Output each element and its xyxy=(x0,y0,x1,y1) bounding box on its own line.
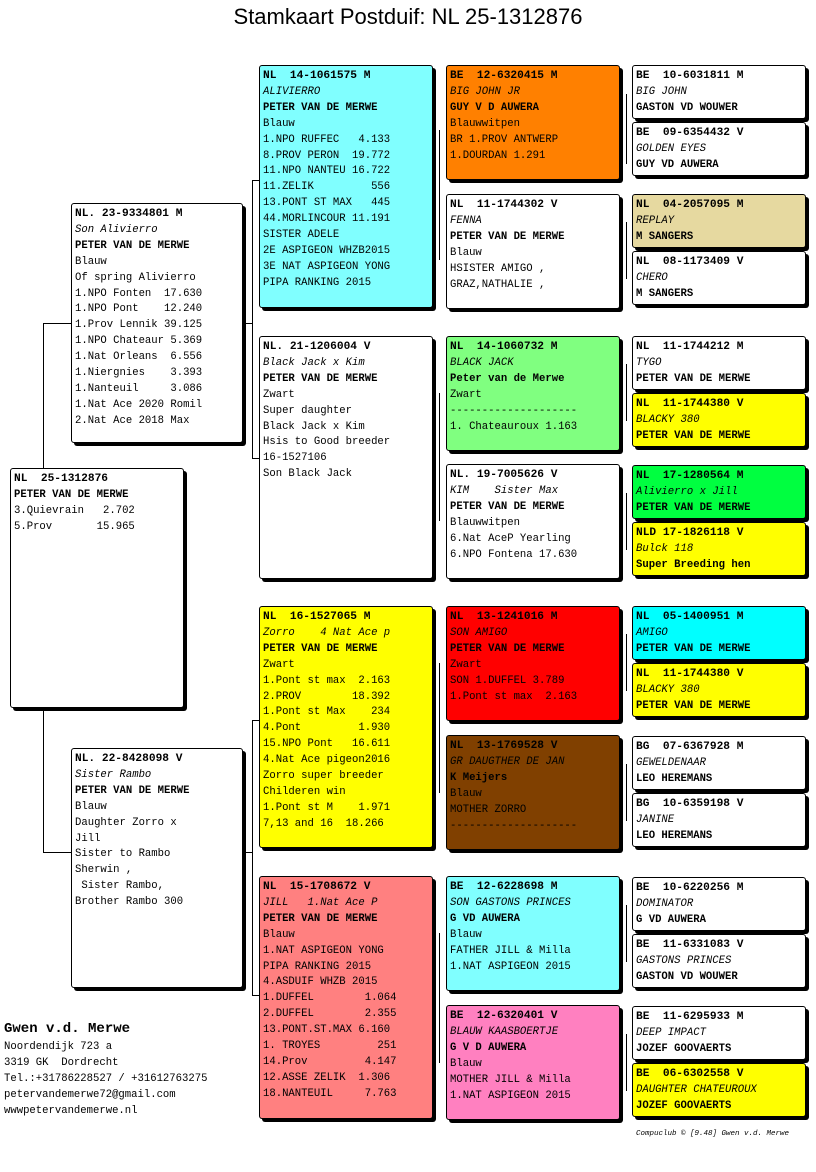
pedigree-line: 6.Nat AceP Yearling xyxy=(450,532,571,545)
ring-number: NL 16-1527065 M xyxy=(263,611,371,623)
connector-line xyxy=(626,905,627,962)
pedigree-box-ds xyxy=(259,606,433,848)
pigeon-name: GR DAUGTHER DE JAN xyxy=(450,755,565,768)
pedigree-line: 1.Niergnies 3.393 xyxy=(75,367,203,380)
pedigree-line: 1.Nat Orleans 6.556 xyxy=(75,351,203,364)
breeder-name: M SANGERS xyxy=(636,287,694,300)
pedigree-line: 18.NANTEUIL 7.763 xyxy=(263,1087,397,1100)
connector-line xyxy=(243,323,252,324)
pedigree-line: PIPA RANKING 2015 xyxy=(263,960,372,973)
breeder-name: PETER VAN DE MERWE xyxy=(450,230,565,243)
connector-line xyxy=(626,1034,627,1091)
pigeon-name: Black Jack x Kim xyxy=(263,356,365,369)
connector-line xyxy=(626,222,627,279)
pedigree-line: Zwart xyxy=(450,388,482,401)
pedigree-line: 1.NAT ASPIGEON 2015 xyxy=(450,1089,571,1102)
pigeon-name: FENNA xyxy=(450,214,482,227)
owner-name: Gwen v.d. Merwe xyxy=(4,1021,131,1037)
ring-number: BE 12-6320415 M xyxy=(450,70,558,82)
owner-email[interactable]: petervandemerwe72@gmail.com xyxy=(4,1088,176,1101)
pedigree-line: 1.Pont st max 2.163 xyxy=(450,690,578,703)
pedigree-line: PIPA RANKING 2015 xyxy=(263,276,372,289)
breeder-name: PETER VAN DE MERWE xyxy=(636,429,751,442)
pedigree-box-sdds xyxy=(632,465,806,519)
pigeon-name: TYGO xyxy=(636,356,662,369)
connector-line xyxy=(252,995,259,996)
pedigree-line: Zwart xyxy=(450,658,482,671)
pedigree-line: Brother Rambo 300 xyxy=(75,896,184,909)
connector-line xyxy=(626,364,627,421)
ring-number: NL 05-1400951 M xyxy=(636,611,744,623)
pedigree-line: 2.Nat Ace 2018 Max xyxy=(75,414,190,427)
pedigree-line: 1.Pont st M 1.971 xyxy=(263,801,391,814)
pedigree-box-dss xyxy=(446,606,620,721)
pigeon-name: DOMINATOR xyxy=(636,897,694,910)
pedigree-line: Childeren win xyxy=(263,785,346,798)
pedigree-line: 6.NPO Fontena 17.630 xyxy=(450,548,578,561)
pedigree-box-dddd xyxy=(632,1063,806,1117)
connector-line xyxy=(252,458,259,459)
breeder-name: PETER VAN DE MERWE xyxy=(263,642,378,655)
pedigree-line: 1.NPO Fonten 17.630 xyxy=(75,287,203,300)
pedigree-box-sddd xyxy=(632,522,806,576)
pedigree-box-dd xyxy=(259,876,433,1119)
ring-number: BE 10-6220256 M xyxy=(636,882,744,894)
breeder-name: PETER VAN DE MERWE xyxy=(263,372,378,385)
pedigree-box-ddsd xyxy=(632,934,806,988)
pedigree-box-dsss xyxy=(632,606,806,660)
ring-number: NL 14-1061575 M xyxy=(263,70,371,82)
pedigree-box-sd xyxy=(259,336,433,579)
breeder-name: G V D AUWERA xyxy=(450,1041,527,1054)
pedigree-line: 1.NPO RUFFEC 4.133 xyxy=(263,133,391,146)
pigeon-name: Alivierro x Jill xyxy=(636,485,738,498)
ring-number: NL 11-1744380 V xyxy=(636,668,744,680)
pedigree-line: Sister to Rambo xyxy=(75,848,171,861)
pedigree-line: Blauw xyxy=(450,246,482,259)
pedigree-box-ddd xyxy=(446,1005,620,1120)
ring-number: NL 17-1280564 M xyxy=(636,470,744,482)
connector-line xyxy=(439,393,440,521)
ring-number: NL 13-1769528 V xyxy=(450,740,558,752)
connector-line xyxy=(252,720,259,721)
pedigree-line: 13.PONT ST MAX 445 xyxy=(263,197,391,210)
ring-number: NL 25-1312876 xyxy=(14,473,108,485)
pedigree-line: 1.Prov Lennik 39.125 xyxy=(75,319,203,332)
pigeon-name: DEEP IMPACT xyxy=(636,1026,706,1039)
pigeon-name: BIG JOHN xyxy=(636,85,687,98)
breeder-name: M SANGERS xyxy=(636,230,694,243)
pigeon-name: GASTONS PRINCES xyxy=(636,954,732,967)
pedigree-line: Zwart xyxy=(263,658,295,671)
pedigree-box-dds xyxy=(446,876,620,991)
pedigree-line: 14.Prov 4.147 xyxy=(263,1055,397,1068)
pedigree-line: Zwart xyxy=(263,388,295,401)
pedigree-line: Blauw xyxy=(263,117,295,130)
connector-line xyxy=(626,493,627,550)
pedigree-line: 1. TROYES 251 xyxy=(263,1040,397,1053)
connector-line xyxy=(252,720,253,995)
pedigree-box-ddds xyxy=(632,1006,806,1060)
breeder-name: GASTON VD WOUWER xyxy=(636,101,738,114)
breeder-name: K Meijers xyxy=(450,771,508,784)
pedigree-box-sire xyxy=(71,203,243,443)
pigeon-name: KIM Sister Max xyxy=(450,484,559,497)
pedigree-line: 1.NPO Pont 12.240 xyxy=(75,303,203,316)
pedigree-line: Son Black Jack xyxy=(263,468,353,481)
connector-line xyxy=(43,852,71,853)
pedigree-line: 1.Pont st max 2.163 xyxy=(263,674,391,687)
breeder-name: LEO HEREMANS xyxy=(636,772,713,785)
ring-number: NL 11-1744302 V xyxy=(450,199,558,211)
pedigree-line: 1.NAT ASPIGEON YONG xyxy=(263,944,384,957)
pedigree-line: 1.Pont st Max 234 xyxy=(263,706,391,719)
breeder-name: PETER VAN DE MERWE xyxy=(636,501,751,514)
pedigree-box-ss xyxy=(259,65,433,308)
ring-number: NL 15-1708672 V xyxy=(263,881,371,893)
pedigree-line: GRAZ,NATHALIE , xyxy=(450,278,546,291)
pedigree-box-dam xyxy=(71,748,243,988)
page-title: Stamkaart Postduif: NL 25-1312876 xyxy=(233,4,583,29)
breeder-name: Peter van de Merwe xyxy=(450,372,565,385)
pedigree-line: 2.DUFFEL 2.355 xyxy=(263,1008,397,1021)
pedigree-line: 4.Nat Ace pigeon2016 xyxy=(263,754,391,767)
breeder-name: PETER VAN DE MERWE xyxy=(263,912,378,925)
owner-website[interactable]: wwwpetervandemerwe.nl xyxy=(4,1104,138,1117)
pedigree-line: 5.Prov 15.965 xyxy=(14,520,135,533)
breeder-name: PETER VAN DE MERWE xyxy=(14,488,129,501)
ring-number: BE 12-6320401 V xyxy=(450,1010,558,1022)
breeder-name: PETER VAN DE MERWE xyxy=(636,372,751,385)
ring-number: NL 14-1060732 M xyxy=(450,341,558,353)
owner-address-line: Noordendijk 723 a xyxy=(4,1041,113,1053)
pedigree-line: 15.NPO Pont 16.611 xyxy=(263,738,391,751)
pedigree-box-sdss xyxy=(632,336,806,390)
pedigree-box-sds xyxy=(446,336,620,451)
pedigree-line: 3.Quievrain 2.702 xyxy=(14,504,135,517)
ring-number: BG 07-6367928 M xyxy=(636,741,744,753)
pigeon-name: Son Alivierro xyxy=(75,223,158,236)
owner-postal-line: 3319 GK Dordrecht xyxy=(4,1056,119,1069)
pedigree-line: Blauw xyxy=(263,928,295,941)
pedigree-box-ssds xyxy=(632,194,806,248)
pedigree-line: 3E NAT ASPIGEON YONG xyxy=(263,260,391,273)
connector-line xyxy=(439,933,440,1063)
pigeon-name: Zorro 4 Nat Ace p xyxy=(263,626,391,639)
pedigree-line: Zorro super breeder xyxy=(263,770,384,783)
connector-line xyxy=(252,180,259,181)
breeder-name: GUY V D AUWERA xyxy=(450,101,540,114)
pedigree-line: Black Jack x Kim xyxy=(263,420,365,433)
pedigree-line: BR 1.PROV ANTWERP xyxy=(450,133,559,146)
breeder-name: PETER VAN DE MERWE xyxy=(75,239,190,252)
ring-number: NL 13-1241016 M xyxy=(450,611,558,623)
pigeon-name: CHERO xyxy=(636,271,668,284)
pedigree-box-ssss xyxy=(632,65,806,119)
pedigree-line: Hsis to Good breeder xyxy=(263,436,391,449)
breeder-name: JOZEF GOOVAERTS xyxy=(636,1042,732,1055)
ring-number: NL. 22-8428098 V xyxy=(75,753,183,765)
pedigree-line: HSISTER AMIGO , xyxy=(450,262,546,275)
ring-number: NL 04-2057095 M xyxy=(636,199,744,211)
connector-line xyxy=(439,130,440,260)
pigeon-name: REPLAY xyxy=(636,214,675,227)
ring-number: BG 10-6359198 V xyxy=(636,798,744,810)
breeder-name: JOZEF GOOVAERTS xyxy=(636,1099,732,1112)
pedigree-box-sss xyxy=(446,65,620,180)
pedigree-line: SISTER ADELE xyxy=(263,229,340,242)
pigeon-name: Bulck 118 xyxy=(636,542,694,555)
pigeon-name: Sister Rambo xyxy=(75,768,152,781)
pigeon-name: JANINE xyxy=(636,813,675,826)
pedigree-line: 2.PROV 18.392 xyxy=(263,690,391,703)
pedigree-line: 1.Nat Ace 2020 Romil xyxy=(75,398,203,411)
pedigree-box-sdsd xyxy=(632,393,806,447)
pedigree-box-dsd xyxy=(446,735,620,850)
pedigree-line: 4.Pont 1.930 xyxy=(263,722,391,735)
pedigree-line: Blauwwitpen xyxy=(450,117,520,130)
pedigree-line: 11.ZELIK 556 xyxy=(263,181,391,194)
pedigree-line: FATHER JILL & Milla xyxy=(450,944,571,957)
breeder-name: G VD AUWERA xyxy=(450,912,520,925)
pedigree-line: Of spring Alivierro xyxy=(75,271,196,284)
pedigree-line: SON 1.DUFFEL 3.789 xyxy=(450,674,565,687)
pedigree-line: 7,13 and 16 18.266 xyxy=(263,817,384,830)
ring-number: NLD 17-1826118 V xyxy=(636,527,744,539)
pigeon-name: BLACK JACK xyxy=(450,356,514,369)
pedigree-line: Jill xyxy=(75,832,101,845)
connector-line xyxy=(43,323,71,324)
breeder-name: PETER VAN DE MERWE xyxy=(263,101,378,114)
pedigree-line: 44.MORLINCOUR 11.191 xyxy=(263,213,391,226)
pedigree-line: Blauw xyxy=(450,787,482,800)
owner-contact-block xyxy=(4,1018,207,1120)
pedigree-line: Blauw xyxy=(450,928,482,941)
breeder-name: LEO HEREMANS xyxy=(636,829,713,842)
pedigree-line: 1.Nanteuil 3.086 xyxy=(75,382,203,395)
connector-line xyxy=(43,708,44,852)
pedigree-box-subject xyxy=(10,468,184,708)
pedigree-box-ssdd xyxy=(632,251,806,305)
ring-number: BE 11-6331083 V xyxy=(636,939,744,951)
pedigree-line: 1.DOURDAN 1.291 xyxy=(450,149,546,162)
pedigree-box-dsdd xyxy=(632,793,806,847)
pedigree-box-ssd xyxy=(446,194,620,309)
pedigree-line: Daughter Zorro x xyxy=(75,816,177,829)
breeder-name: PETER VAN DE MERWE xyxy=(636,699,751,712)
connector-line xyxy=(626,634,627,691)
pedigree-line: Blauw xyxy=(75,255,107,268)
pigeon-name: GOLDEN EYES xyxy=(636,142,706,155)
connector-line xyxy=(252,180,253,459)
pedigree-line: 4.ASDUIF WHZB 2015 xyxy=(263,976,378,989)
pedigree-box-sdd xyxy=(446,464,620,579)
pigeon-name: BLACKY 380 xyxy=(636,683,700,696)
pedigree-line: Blauwwitpen xyxy=(450,516,520,529)
pedigree-line: 16-1527106 xyxy=(263,452,327,465)
ring-number: NL. 23-9334801 M xyxy=(75,208,183,220)
ring-number: BE 09-6354432 V xyxy=(636,127,744,139)
ring-number: NL 11-1744212 M xyxy=(636,341,744,353)
breeder-name: PETER VAN DE MERWE xyxy=(450,642,565,655)
pedigree-line: Sherwin , xyxy=(75,864,133,877)
pedigree-line: MOTHER JILL & Milla xyxy=(450,1073,571,1086)
pedigree-line: 11.NPO NANTEU 16.722 xyxy=(263,165,391,178)
software-footer: Compuclub © [9.48] Gwen v.d. Merwe xyxy=(636,1130,790,1138)
ring-number: NL. 21-1206004 V xyxy=(263,341,371,353)
pigeon-name: GEWELDENAAR xyxy=(636,756,706,769)
breeder-name: Super Breeding hen xyxy=(636,558,751,571)
pigeon-name: DAUGHTER CHATEUROUX xyxy=(636,1083,757,1096)
breeder-name: GASTON VD WOUWER xyxy=(636,970,738,983)
breeder-name: GUY VD AUWERA xyxy=(636,158,719,171)
pigeon-name: JILL 1.Nat Ace P xyxy=(263,896,378,909)
pedigree-line: 1. Chateauroux 1.163 xyxy=(450,420,578,433)
pedigree-line: 1.NPO Chateaur 5.369 xyxy=(75,335,203,348)
pedigree-line: MOTHER ZORRO xyxy=(450,803,527,816)
pedigree-line: -------------------- xyxy=(450,404,578,417)
pigeon-name: ALIVIERRO xyxy=(263,85,321,98)
breeder-name: PETER VAN DE MERWE xyxy=(75,784,190,797)
pigeon-name: AMIGO xyxy=(636,626,668,639)
ring-number: BE 06-6302558 V xyxy=(636,1068,744,1080)
pigeon-name: SON GASTONS PRINCES xyxy=(450,896,571,909)
pigeon-name: BLAUW KAASBOERTJE xyxy=(450,1025,559,1038)
ring-number: NL 08-1173409 V xyxy=(636,256,744,268)
pedigree-box-dsds xyxy=(632,736,806,790)
breeder-name: PETER VAN DE MERWE xyxy=(450,500,565,513)
pedigree-line: 1.DUFFEL 1.064 xyxy=(263,992,397,1005)
owner-phone: Tel.:+31786228527 / +31612763275 xyxy=(4,1072,208,1085)
pigeon-name: BIG JOHN JR xyxy=(450,85,520,98)
pedigree-line: 13.PONT.ST.MAX 6.160 xyxy=(263,1024,391,1037)
pedigree-line: Blauw xyxy=(75,800,107,813)
breeder-name: PETER VAN DE MERWE xyxy=(636,642,751,655)
breeder-name: G VD AUWERA xyxy=(636,913,706,926)
connector-line xyxy=(439,663,440,793)
pedigree-line: Blauw xyxy=(450,1057,482,1070)
pedigree-box-dssd xyxy=(632,663,806,717)
pedigree-line: Super daughter xyxy=(263,404,353,417)
connector-line xyxy=(243,852,252,853)
pedigree-line: -------------------- xyxy=(450,819,578,832)
pedigree-line: Sister Rambo, xyxy=(75,880,165,893)
connector-line xyxy=(626,94,627,164)
ring-number: BE 11-6295933 M xyxy=(636,1011,744,1023)
ring-number: NL 11-1744380 V xyxy=(636,398,744,410)
pedigree-line: 12.ASSE ZELIK 1.306 xyxy=(263,1071,391,1084)
pedigree-line: 8.PROV PERON 19.772 xyxy=(263,149,391,162)
ring-number: BE 10-6031811 M xyxy=(636,70,744,82)
pigeon-name: SON AMIGO xyxy=(450,626,508,639)
pedigree-line: 1.NAT ASPIGEON 2015 xyxy=(450,960,571,973)
pedigree-line: 2E ASPIGEON WHZB2015 xyxy=(263,244,391,257)
connector-line xyxy=(43,323,44,468)
pedigree-box-sssd xyxy=(632,122,806,176)
ring-number: NL. 19-7005626 V xyxy=(450,469,558,481)
ring-number: BE 12-6228698 M xyxy=(450,881,558,893)
connector-line xyxy=(626,764,627,821)
pedigree-box-ddss xyxy=(632,877,806,931)
pigeon-name: BLACKY 380 xyxy=(636,413,700,426)
